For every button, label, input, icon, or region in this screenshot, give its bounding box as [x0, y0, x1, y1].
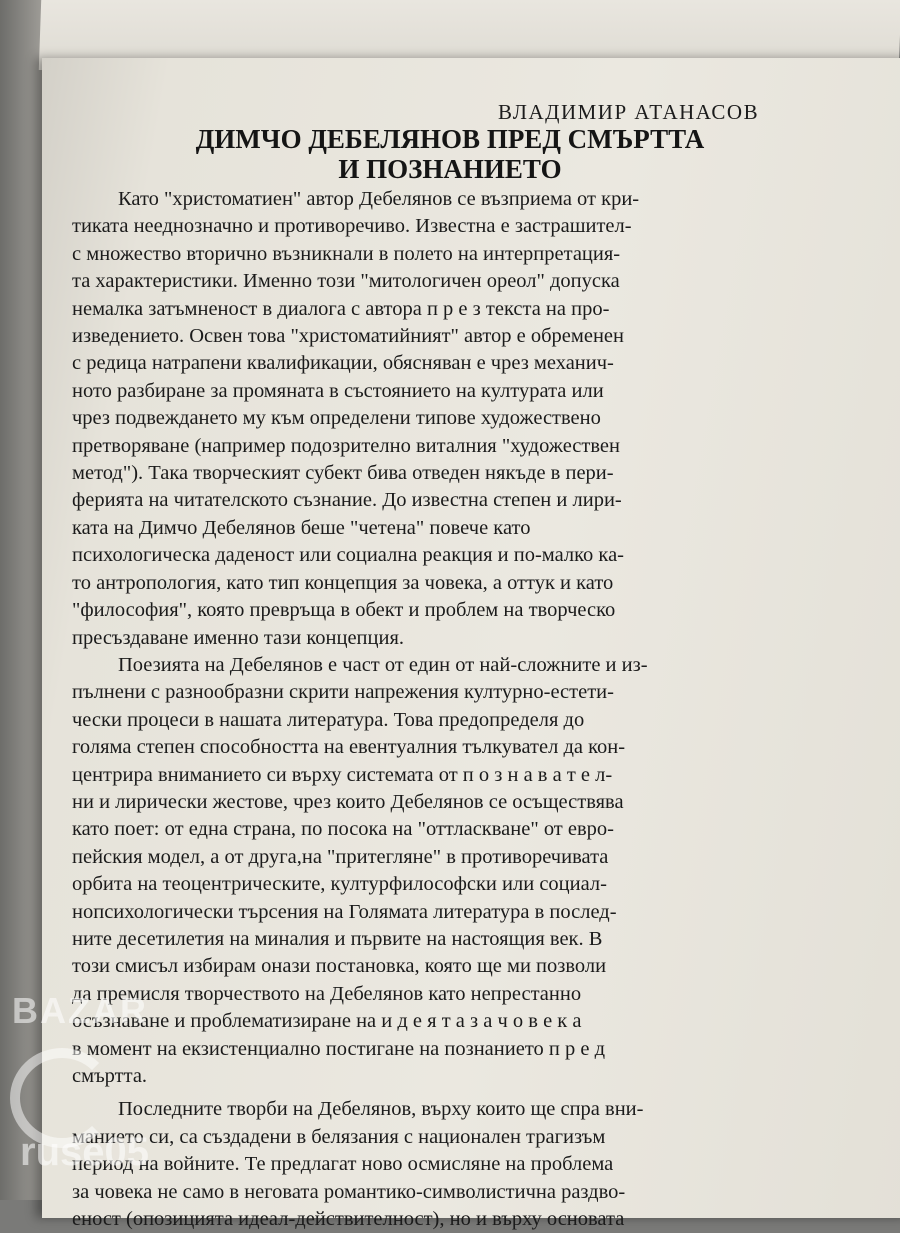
text-line: пресъздаване именно тази концепция. [72, 626, 405, 649]
watermark [0, 990, 220, 1200]
article-title [140, 124, 760, 184]
text-line: в момент на екзистенциално постигане на познанието п р е д [72, 1037, 606, 1060]
text-line: с множество вторично възникнали в полето на интерпретация- [72, 242, 621, 265]
text-line: за човека не само в неговата романтико-символистична раздво- [72, 1180, 626, 1203]
text-line: нопсихологически търсения на Голямата литература в послед- [72, 900, 617, 923]
text-line: манието си, са създадени в белязания с национален трагизъм [72, 1125, 606, 1148]
text-line: пейския модел, а от друга,на "притегляне" в противоречивата [72, 845, 609, 868]
text-line: осъзнаване и проблематизиране на и д е я т а з а ч о в е к а [72, 1010, 582, 1033]
text-line: Последните творби на Дебелянов, върху които ще спра вни- [118, 1098, 644, 1121]
text-line: Като "христоматиен" автор Дебелянов се възприема от кри- [118, 188, 640, 210]
watermark-bottom-text: ruse05 [20, 1130, 149, 1174]
text-line: то антропология, като тип концепция за човека, а оттук и като [72, 571, 614, 594]
watermark-top-text: BAZAR [12, 990, 148, 1031]
text-line: тиката нееднозначно и противоречиво. Известна е застрашител- [72, 215, 632, 238]
text-line: чески процеси в нашата литература. Това предопределя до [72, 708, 585, 731]
text-line: еност (опозицията идеал-действителност), но и върху основата [72, 1208, 625, 1231]
title-line: ДИМЧО ДЕБЕЛЯНОВ ПРЕД СМЪРТТА [195, 124, 705, 154]
text-line: метод"). Така творческият субект бива отведен някъде в пери- [72, 462, 614, 485]
text-line: та характеристики. Именно този "митологичен ореол" допуска [72, 270, 620, 293]
title-line: И ПОЗНАНИЕТО [338, 154, 562, 184]
text-line: като поет: от една страна, по посока на "оттласкване" от евро- [72, 818, 614, 841]
text-line: ни и лирически жестове, чрез които Дебелянов се осъществява [72, 790, 624, 813]
text-line: ното разбиране за промяната в състоянието на културата или [72, 379, 604, 402]
text-line: ферията на читателското съзнание. До известна степен и лири- [72, 489, 622, 512]
text-line: този смисъл избирам онази постановка, която ще ми позволи [72, 955, 607, 978]
text-line: психологическа даденост или социална реакция и по-малко ка- [72, 544, 625, 567]
text-line: пълнени с разнообразни скрити напрежения културно-естети- [72, 681, 614, 704]
text-line: да премисля творчеството на Дебелянов като непрестанно [72, 982, 582, 1005]
text-line: смъртта. [72, 1065, 148, 1087]
text-line: орбита на теоцентрическите, културфилософски или социал- [72, 873, 607, 896]
text-line: изведението. Освен това "христоматийният" автор е обременен [72, 325, 624, 348]
text-line: центрира вниманието си върху системата от п о з н а в а т е л- [72, 763, 613, 786]
text-line: период на войните. Те предлагат ново осмисляне на проблема [72, 1153, 614, 1176]
text-line: ните десетилетия на миналия и първите на настоящия век. В [72, 927, 603, 950]
text-line: "философия", която превръща в обект и проблем на творческо [72, 599, 616, 622]
text-line: чрез подвеждането му към определени типове художествено [72, 407, 601, 430]
text-line: Поезията на Дебелянов е част от един от най-сложните и из- [118, 653, 648, 676]
author-name: ВЛАДИМИР АТАНАСОВ [498, 100, 760, 124]
text-line: претворяване (например подозрително виталния "художествен [72, 434, 620, 457]
text-line: с редица натрапени квалификации, обясняван е чрез механич- [72, 352, 614, 375]
text-line: голяма степен способността на евентуалния тълкувател да кон- [72, 736, 626, 759]
text-line: немалка затъмненост в диалога с автора п р е з текста на про- [72, 297, 610, 320]
text-line: ката на Димчо Дебелянов беше "четена" повече като [72, 516, 531, 539]
